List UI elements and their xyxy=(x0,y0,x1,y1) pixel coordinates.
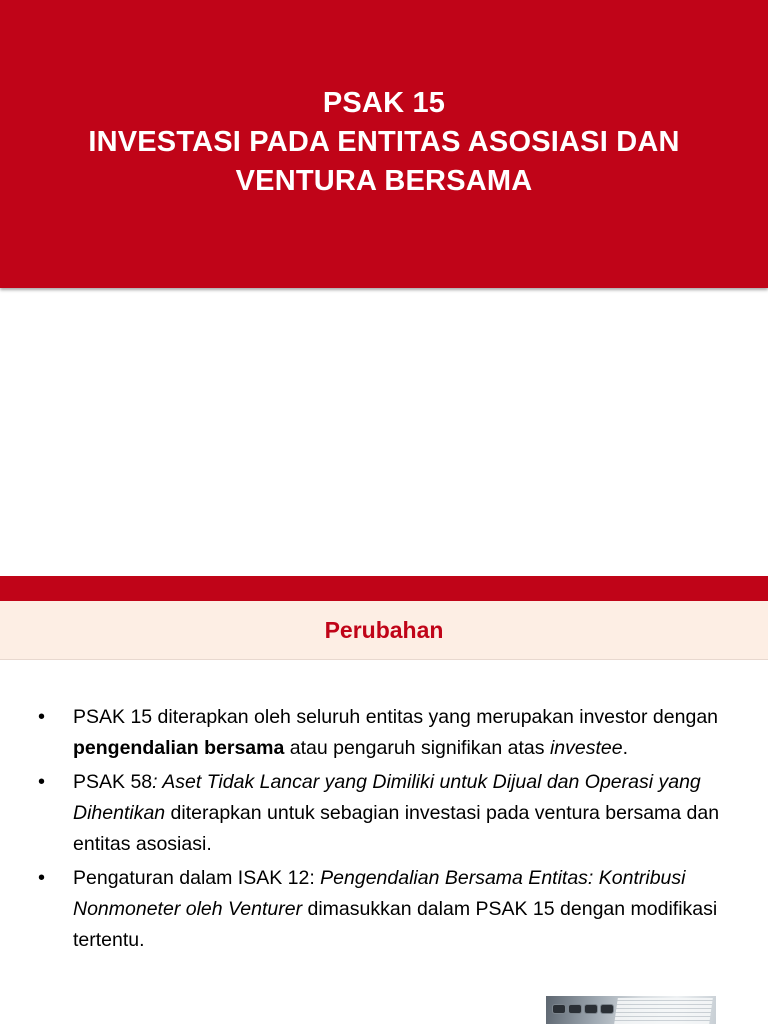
title-band xyxy=(0,0,768,288)
top-accent-bar xyxy=(0,576,768,601)
bullet-icon: • xyxy=(38,867,46,889)
section-heading: Perubahan xyxy=(324,617,444,643)
content-slide xyxy=(0,576,768,1024)
bullet-3-text: Pengaturan dalam ISAK 12: xyxy=(73,867,321,889)
bullet-2-italic: : Aset Tidak Lancar yang Dimiliki untuk Dijual dan Operasi yang Dihentikan xyxy=(73,771,701,824)
title-line-1: PSAK 15 xyxy=(322,87,446,119)
calculator-key-icon xyxy=(584,1004,598,1014)
bullet-3-text-cont: dimasukkan dalam PSAK 15 dengan modifikasi tertentu. xyxy=(73,898,718,951)
bullet-2-text-cont: diterapkan untuk sebagian investasi pada ventura bersama dan entitas asosiasi. xyxy=(73,802,720,855)
bullet-1-text-cont: atau pengaruh signifikan atas xyxy=(284,737,550,759)
bullet-icon: • xyxy=(38,771,46,793)
slide-divider xyxy=(0,560,768,576)
bullet-2-text: PSAK 58 xyxy=(73,771,153,793)
bullet-1-italic: investee xyxy=(549,737,623,759)
calculator-key-icon xyxy=(552,1004,566,1014)
bullet-item-1 xyxy=(38,702,738,764)
heading-band xyxy=(0,601,768,660)
paper-icon xyxy=(614,998,713,1024)
title-line-3: VENTURA BERSAMA xyxy=(235,165,533,197)
calculator-photo xyxy=(546,996,716,1024)
bullet-item-3 xyxy=(38,863,738,956)
bullet-1-bold: pengendalian bersama xyxy=(73,737,285,759)
calculator-key-icon xyxy=(568,1004,582,1014)
bullet-list xyxy=(38,702,738,959)
calculator-key-icon xyxy=(600,1004,614,1014)
bullet-1-end: . xyxy=(622,737,628,759)
bullet-item-2 xyxy=(38,767,738,860)
bullet-3-italic: Pengendalian Bersama Entitas: Kontribusi Nonmoneter oleh Venturer xyxy=(73,867,686,920)
title-line-2: INVESTASI PADA ENTITAS ASOSIASI DAN xyxy=(88,126,680,158)
slide-title xyxy=(0,84,768,201)
bullet-1-text: PSAK 15 diterapkan oleh seluruh entitas yang merupakan investor dengan xyxy=(73,706,719,728)
bullet-icon: • xyxy=(38,706,46,728)
